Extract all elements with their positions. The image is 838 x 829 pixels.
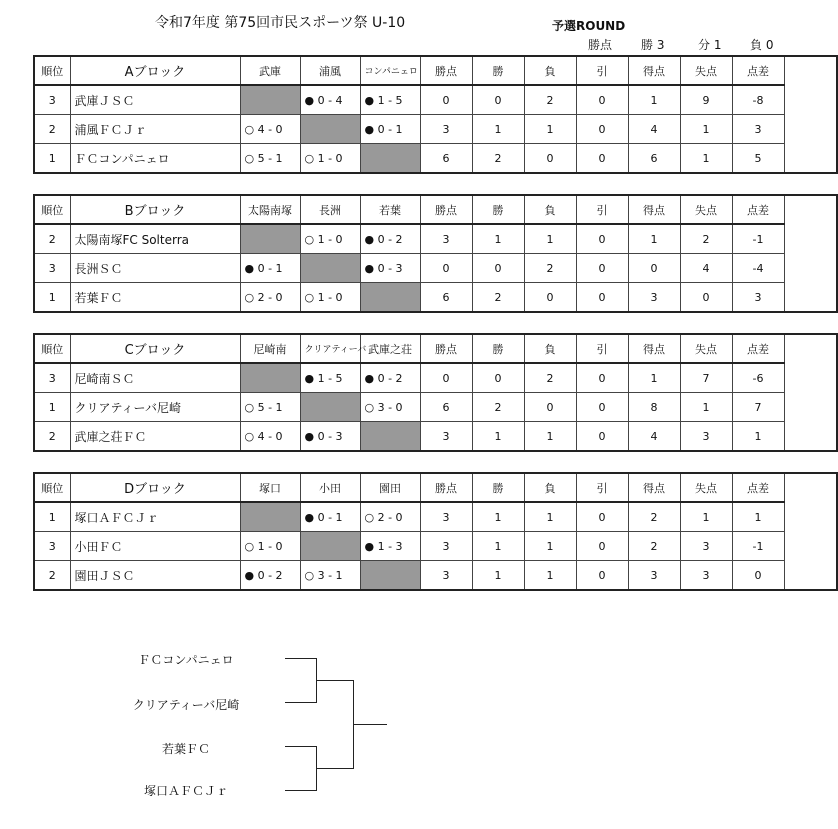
team-name: 武庫ＪＳＣ [70,85,240,115]
wins-cell: 1 [472,561,524,591]
goals-against-cell: 0 [680,283,732,313]
draws-cell: 0 [576,561,628,591]
goals-against-cell: 3 [680,422,732,452]
goals-for-cell: 0 [628,254,680,283]
opponent-header: 長洲 [300,195,360,224]
match-result: ○ 4 - 0 [240,115,300,144]
block-name: Cブロック [70,334,240,363]
goals-against-header: 失点 [680,473,732,502]
team-name: クリアティーバ尼崎 [70,393,240,422]
wins-cell: 0 [472,254,524,283]
team-name: 小田ＦＣ [70,532,240,561]
loss-points: 0 [765,38,774,52]
goal-diff-cell: 0 [732,561,784,591]
match-result: ○ 2 - 0 [240,283,300,313]
points-cell: 3 [420,422,472,452]
table-row [34,363,837,393]
goal-diff-header: 点差 [732,195,784,224]
match-result: ○ 5 - 1 [240,144,300,174]
opponent-header: 太陽南塚 [240,195,300,224]
match-result: ● 0 - 3 [360,254,420,283]
table-row [34,283,837,313]
wins-cell: 2 [472,144,524,174]
draws-header: 引 [576,56,628,85]
match-result: ● 0 - 1 [360,115,420,144]
opponent-header: 武庫 [240,56,300,85]
goals-for-cell: 8 [628,393,680,422]
goal-diff-cell: 5 [732,144,784,174]
draws-cell: 0 [576,532,628,561]
match-result: ● 0 - 2 [240,561,300,591]
goals-for-cell: 3 [628,283,680,313]
draws-cell: 0 [576,283,628,313]
match-result: ● 0 - 2 [360,224,420,254]
goals-against-header: 失点 [680,195,732,224]
goals-against-cell: 2 [680,224,732,254]
goal-diff-cell: -8 [732,85,784,115]
match-result: ○ 5 - 1 [240,393,300,422]
losses-cell: 0 [524,283,576,313]
rank-header: 順位 [34,56,70,85]
goals-for-cell: 6 [628,144,680,174]
wins-cell: 0 [472,363,524,393]
goal-diff-cell: 1 [732,502,784,532]
goals-against-cell: 4 [680,254,732,283]
table-row [34,85,837,115]
wins-cell: 1 [472,502,524,532]
match-result: ○ 4 - 0 [240,422,300,452]
goals-against-cell: 1 [680,144,732,174]
match-result: ● 1 - 5 [360,85,420,115]
table-row [34,224,837,254]
block-name: Bブロック [70,195,240,224]
goal-diff-cell: 1 [732,422,784,452]
win-label: 勝 [641,38,654,52]
wins-header: 勝 [472,195,524,224]
opponent-header: 尼崎南 [240,334,300,363]
rank-cell: 3 [34,363,70,393]
wins-header: 勝 [472,56,524,85]
self-match-cell [300,532,360,561]
win-points: 3 [656,38,665,52]
opponent-header: 小田 [300,473,360,502]
rank-cell: 3 [34,85,70,115]
goals-for-cell: 4 [628,422,680,452]
bracket-team-3: 若葉ＦＣ [161,742,210,756]
opponent-header: 園田 [360,473,420,502]
bracket-line [285,790,317,791]
opponent-header: クリアティーバ [300,334,360,363]
points-cell: 0 [420,363,472,393]
wins-cell: 2 [472,283,524,313]
table-row [34,393,837,422]
points-header: 勝点 [420,195,472,224]
rank-header: 順位 [34,473,70,502]
points-cell: 3 [420,115,472,144]
table-row [34,561,837,591]
points-cell: 6 [420,283,472,313]
goals-for-cell: 1 [628,224,680,254]
draws-cell: 0 [576,502,628,532]
bracket-line [285,746,317,747]
points-rule-loss [750,36,773,53]
losses-cell: 2 [524,363,576,393]
losses-cell: 1 [524,532,576,561]
self-match-cell [360,283,420,313]
losses-cell: 1 [524,502,576,532]
points-cell: 3 [420,561,472,591]
goals-for-cell: 2 [628,502,680,532]
header-row [34,334,837,363]
self-match-cell [300,254,360,283]
losses-cell: 0 [524,144,576,174]
self-match-cell [360,561,420,591]
opponent-header: 若葉 [360,195,420,224]
goal-diff-header: 点差 [732,473,784,502]
round-label: 予選ROUND [552,19,626,33]
self-match-cell [240,224,300,254]
draws-header: 引 [576,473,628,502]
goal-diff-cell: -1 [732,224,784,254]
points-rule-win [641,36,664,53]
points-cell: 0 [420,85,472,115]
points-rule-draw [698,36,721,53]
match-result: ○ 2 - 0 [360,502,420,532]
bracket-team-1: ＦＣコンパニェロ [138,653,234,667]
team-name: 塚口ＡＦＣＪｒ [70,502,240,532]
page-title: 令和7年度 第75回市民スポーツ祭 U-10 [155,15,406,31]
opponent-header: 浦風 [300,56,360,85]
match-result: ○ 1 - 0 [300,144,360,174]
block-name: Dブロック [70,473,240,502]
points-header: 勝点 [420,473,472,502]
self-match-cell [240,502,300,532]
table-row [34,254,837,283]
goals-against-cell: 7 [680,363,732,393]
match-result: ● 1 - 5 [300,363,360,393]
loss-label: 負 [750,38,763,52]
match-result: ● 0 - 1 [240,254,300,283]
goals-against-cell: 3 [680,561,732,591]
goal-diff-header: 点差 [732,334,784,363]
draw-label: 分 [698,38,711,52]
draws-cell: 0 [576,422,628,452]
table-row [34,144,837,174]
team-name: ＦＣコンパニェロ [70,144,240,174]
wins-cell: 1 [472,422,524,452]
match-result: ● 0 - 3 [300,422,360,452]
self-match-cell [300,393,360,422]
goals-against-header: 失点 [680,334,732,363]
losses-cell: 1 [524,224,576,254]
goal-diff-header: 点差 [732,56,784,85]
self-match-cell [360,144,420,174]
team-name: 浦風ＦＣＪｒ [70,115,240,144]
goals-against-cell: 3 [680,532,732,561]
draws-cell: 0 [576,363,628,393]
team-name: 長洲ＳＣ [70,254,240,283]
draws-cell: 0 [576,224,628,254]
points-cell: 0 [420,254,472,283]
goals-for-cell: 1 [628,85,680,115]
rank-cell: 2 [34,224,70,254]
wins-cell: 1 [472,115,524,144]
match-result: ● 0 - 4 [300,85,360,115]
match-result: ● 1 - 3 [360,532,420,561]
goals-for-cell: 3 [628,561,680,591]
rank-cell: 2 [34,115,70,144]
rank-cell: 1 [34,393,70,422]
block-name: Aブロック [70,56,240,85]
goal-diff-cell: 3 [732,115,784,144]
goals-against-cell: 1 [680,502,732,532]
goals-for-cell: 1 [628,363,680,393]
losses-cell: 2 [524,85,576,115]
wins-header: 勝 [472,473,524,502]
points-cell: 3 [420,502,472,532]
draws-cell: 0 [576,254,628,283]
losses-cell: 2 [524,254,576,283]
losses-cell: 1 [524,115,576,144]
draw-points: 1 [713,38,722,52]
rank-cell: 1 [34,283,70,313]
rank-header: 順位 [34,195,70,224]
losses-header: 負 [524,56,576,85]
self-match-cell [360,422,420,452]
match-result: ● 0 - 2 [360,363,420,393]
team-name: 武庫之荘ＦＣ [70,422,240,452]
rank-header: 順位 [34,334,70,363]
losses-cell: 0 [524,393,576,422]
block-table-2 [33,194,838,313]
table-row [34,115,837,144]
losses-header: 負 [524,473,576,502]
opponent-header: コンパニェロ [360,56,420,85]
match-result: ○ 1 - 0 [240,532,300,561]
wins-header: 勝 [472,334,524,363]
block-table-4 [33,472,838,591]
goals-for-cell: 2 [628,532,680,561]
self-match-cell [240,363,300,393]
rank-cell: 1 [34,144,70,174]
draws-cell: 0 [576,115,628,144]
bracket-line [316,768,354,769]
draws-header: 引 [576,195,628,224]
opponent-header: 武庫之荘 [360,334,420,363]
header-row [34,56,837,85]
goals-against-header: 失点 [680,56,732,85]
draws-header: 引 [576,334,628,363]
header-row [34,473,837,502]
draws-cell: 0 [576,144,628,174]
rank-cell: 3 [34,254,70,283]
losses-cell: 1 [524,422,576,452]
goal-diff-cell: -6 [732,363,784,393]
bracket-line [316,680,354,681]
table-row [34,502,837,532]
opponent-header: 塚口 [240,473,300,502]
match-result: ○ 3 - 1 [300,561,360,591]
bracket-team-4: 塚口ＡＦＣＪｒ [143,784,228,798]
losses-header: 負 [524,195,576,224]
wins-cell: 0 [472,85,524,115]
rank-cell: 2 [34,561,70,591]
bracket-line [285,702,317,703]
match-result: ○ 1 - 0 [300,224,360,254]
self-match-cell [240,85,300,115]
team-name: 若葉ＦＣ [70,283,240,313]
points-cell: 6 [420,144,472,174]
goals-for-header: 得点 [628,56,680,85]
points-header: 勝点 [420,56,472,85]
block-table-1 [33,55,838,174]
team-name: 園田ＪＳＣ [70,561,240,591]
match-result: ○ 1 - 0 [300,283,360,313]
wins-cell: 1 [472,224,524,254]
rank-cell: 3 [34,532,70,561]
wins-cell: 1 [472,532,524,561]
wins-cell: 2 [472,393,524,422]
block-table-3 [33,333,838,452]
self-match-cell [300,115,360,144]
points-rule-label: 勝点 [588,38,613,52]
losses-header: 負 [524,334,576,363]
goals-for-cell: 4 [628,115,680,144]
table-row [34,422,837,452]
bracket-team-2: クリアティーバ尼崎 [132,698,240,712]
team-name: 尼崎南ＳＣ [70,363,240,393]
team-name: 太陽南塚FC Solterra [70,224,240,254]
goals-for-header: 得点 [628,195,680,224]
losses-cell: 1 [524,561,576,591]
goal-diff-cell: -4 [732,254,784,283]
goal-diff-cell: 7 [732,393,784,422]
goals-against-cell: 9 [680,85,732,115]
goals-for-header: 得点 [628,334,680,363]
goal-diff-cell: -1 [732,532,784,561]
rank-cell: 2 [34,422,70,452]
goals-against-cell: 1 [680,393,732,422]
goals-against-cell: 1 [680,115,732,144]
match-result: ● 0 - 1 [300,502,360,532]
points-cell: 3 [420,532,472,561]
match-result: ○ 3 - 0 [360,393,420,422]
table-row [34,532,837,561]
points-header: 勝点 [420,334,472,363]
header-row [34,195,837,224]
bracket-line [353,724,387,725]
points-cell: 3 [420,224,472,254]
rank-cell: 1 [34,502,70,532]
draws-cell: 0 [576,393,628,422]
points-cell: 6 [420,393,472,422]
draws-cell: 0 [576,85,628,115]
goal-diff-cell: 3 [732,283,784,313]
goals-for-header: 得点 [628,473,680,502]
bracket-line [285,658,317,659]
